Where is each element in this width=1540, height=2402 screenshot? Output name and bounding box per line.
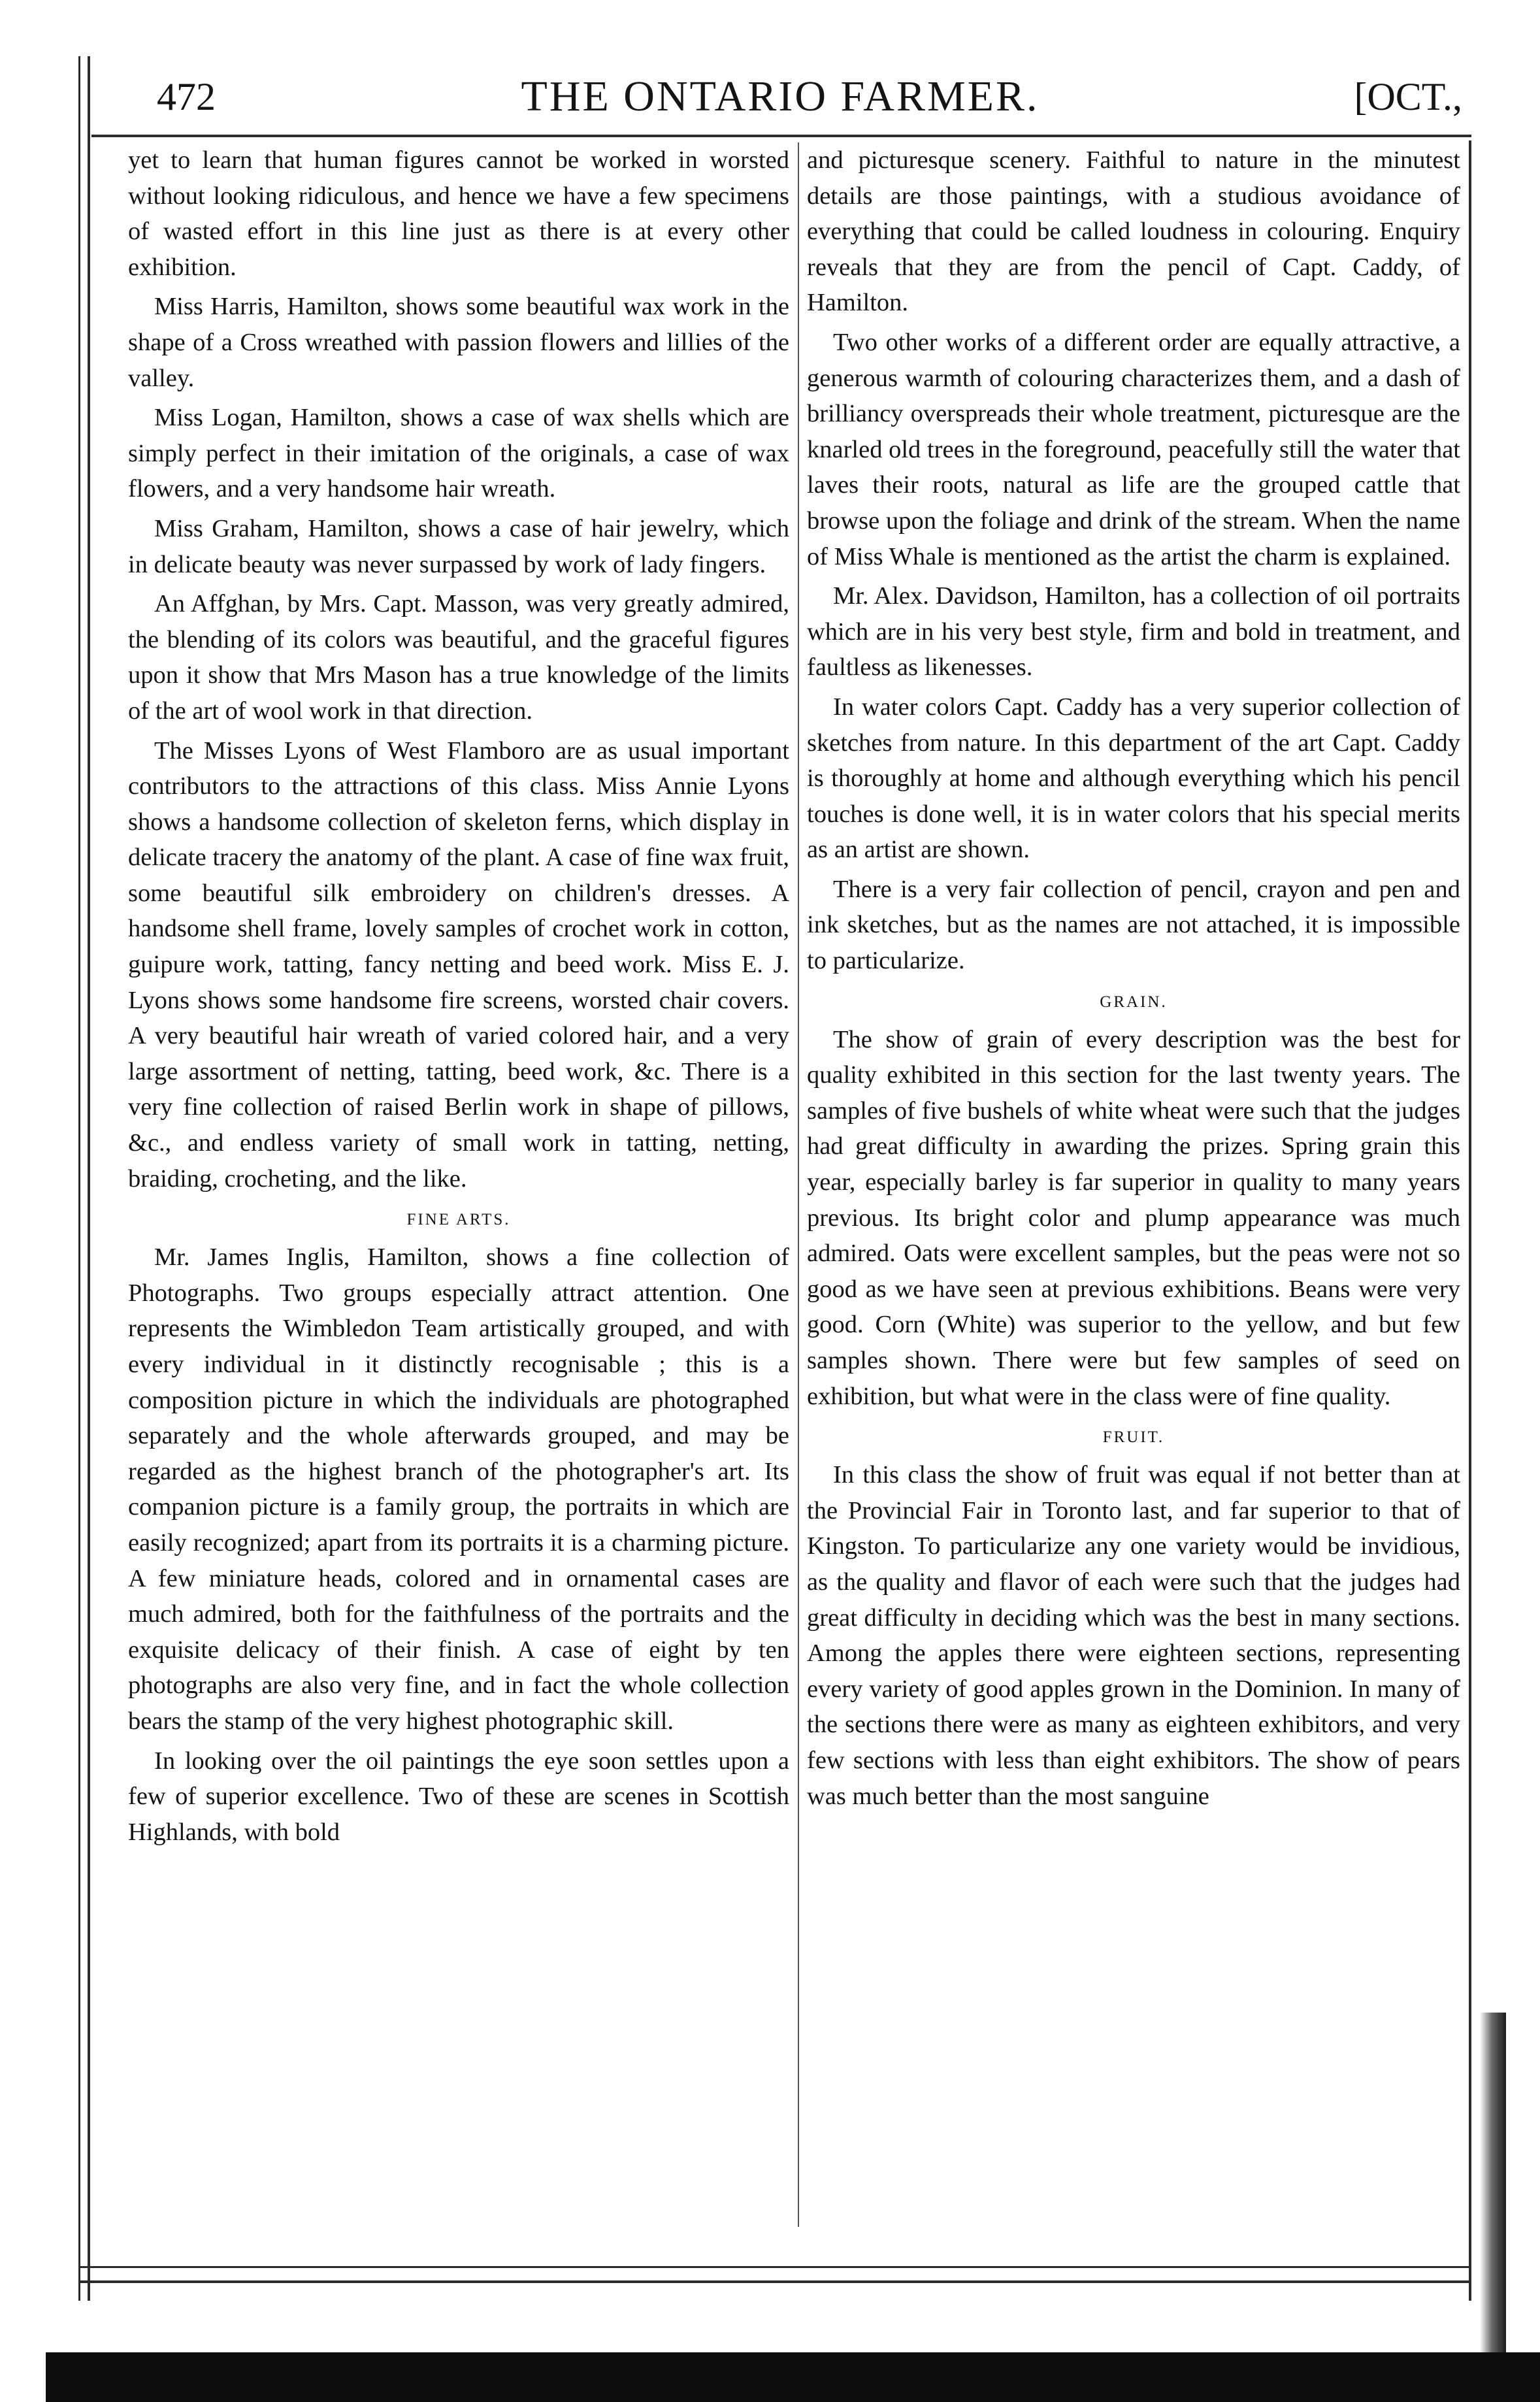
section-heading-grain: GRAIN.	[1100, 993, 1168, 1011]
paragraph-water-colors: In water colors Capt. Caddy has a very superior collection of sketches from nature. In this department of the art Capt. Caddy is thoroughly at home and although everything which his pencil touches is done well, it is in water colors that his special merits as an artist are shown.	[807, 693, 1460, 864]
paragraph-misses-lyons: The Misses Lyons of West Flamboro are as usual important contributors to the attractions of this class. Miss Annie Lyons shows a handsome collection of skeleton ferns, which display in delicate tracery the anatomy of the plant. A case of fine wax fruit, some beautiful silk embroidery on children's dresses. A handsome shell frame, lovely samples of crochet work in cotton, guipure work, tatting, fancy netting and beed work. Miss E. J. Lyons shows some handsome fire screens, worsted chair covers. A very beautiful hair wreath of varied colored hair, and a very large assortment of netting, tatting, beed work, &c. There is a very fine collection of raised Berlin work in shape of pillows, &c., and endless variety of small work in tatting, netting, braiding, crocheting, and the like.	[128, 736, 789, 1193]
issue-month: [OCT.,	[1354, 75, 1462, 118]
left-margin-rule-outer	[78, 56, 80, 2301]
paragraph-oil-paintings: In looking over the oil paintings the eye soon settles upon a few of superior excellence. Two of these are scenes in Scottish Highlands, with bold	[128, 1747, 789, 1846]
paragraph-miss-logan: Miss Logan, Hamilton, shows a case of wax shells which are simply perfect in their imitation of the originals, a case of wax flowers, and a very handsome hair wreath.	[128, 404, 789, 503]
bottom-rule-upper	[78, 2266, 1471, 2268]
paragraph-photographs: Mr. James Inglis, Hamilton, shows a fine collection of Photographs. Two groups especially attract attention. One represents the Wimbledon Team artistically grouped, and with every individual in it distinctly recognisable ; this is a composition picture in which the individuals are photographed separately and the whole afterwards grouped, and may be regarded as the highest branch of the photographer's art. Its companion picture is a family group, the portraits in which are easily recognized; apart from its portraits it is a charming picture. A few miniature heads, colored and in ornamental cases are much admired, both for the faithfulness of the portraits and the exquisite delicacy of their finish. A case of eight by ten photographs are also very fine, and in fact the whole collection bears the stamp of the very highest photographic skill.	[128, 1243, 789, 1735]
paragraph-sketches: There is a very fair collection of pencil, crayon and pen and ink sketches, but as the names are not attached, it is impossible to particularize.	[807, 875, 1460, 975]
paragraph-davidson: Mr. Alex. Davidson, Hamilton, has a collection of oil portraits which are in his very best style, firm and bold in treatment, and faultless as likenesses.	[807, 582, 1460, 682]
paragraph-worsted: yet to learn that human figures cannot be worked in worsted without looking ridiculous, and hence we have a few specimens of wasted effort in this line just as there is at every other exhibition.	[128, 146, 789, 281]
paragraph-fruit: In this class the show of fruit was equal if not better than at the Provincial Fair in Toronto last, and far superior to that of Kingston. To particularize any one variety would be invidious, as the quality and flavor of each were such that the judges had great difficulty in deciding which was the best in many sections. Among the apples there were eighteen sections, representing every variety of good apples grown in the Dominion. In many of the sections there were as many as eighteen exhibitors, and very few sections with less than eight exhibitors. The show of pears was much better than the most sanguine	[807, 1461, 1460, 1810]
paragraph-miss-harris: Miss Harris, Hamilton, shows some beautiful wax work in the shape of a Cross wreathed with passion flowers and lillies of the valley.	[128, 293, 789, 392]
paragraph-grain: The show of grain of every description was the best for quality exhibited in this section for the last twenty years. The samples of five bushels of white wheat were such that the judges had great difficulty in awarding the prizes. Spring grain this year, especially barley is far superior in quality to many years previous. Its bright color and plump appearance was much admired. Oats were excellent samples, but the peas were not so good as we have seen at previous exhibitions. Beans were very good. Corn (White) was superior to the yellow, and but few samples shown. There were but few samples of seed on exhibition, but what were in the class were of fine quality.	[807, 1025, 1460, 1410]
right-margin-rule	[1469, 140, 1471, 2301]
column-divider	[798, 142, 799, 2227]
binding-shadow	[1480, 2013, 1506, 2352]
paragraph-miss-whale: Two other works of a different order are equally attractive, a generous warmth of colouring characterizes them, and a dash of brilliancy overspreads their whole treatment, picturesque are the knarled old trees in the foreground, peacefully still the water that laves their roots, natural as life are the grouped cattle that browse upon the foliage and drink of the stream. When the name of Miss Whale is mentioned as the artist the charm is explained.	[807, 328, 1460, 570]
journal-title: THE ONTARIO FARMER.	[521, 73, 1040, 120]
page-header	[91, 65, 1469, 137]
left-margin-rule-inner	[88, 56, 90, 2301]
paragraph-affghan: An Affghan, by Mrs. Capt. Masson, was very greatly admired, the blending of its colors was beautiful, and the graceful figures upon it show that Mrs Mason has a true knowledge of the limits of the art of wool work in that direction.	[128, 590, 789, 725]
bottom-rule-lower	[78, 2280, 1471, 2283]
header-rule	[91, 135, 1471, 137]
paragraph-scenery: and picturesque scenery. Faithful to nature in the minutest details are those paintings, with a studious avoidance of everything that could be called loudness in colouring. Enquiry reveals that they are from the pencil of Capt. Caddy, of Hamilton.	[807, 146, 1460, 317]
section-heading-fruit: FRUIT.	[1102, 1428, 1165, 1447]
page-number: 472	[157, 75, 216, 118]
section-heading-fine-arts: FINE ARTS.	[406, 1211, 511, 1229]
right-column	[807, 142, 1460, 2227]
scan-bottom-band	[46, 2352, 1540, 2402]
left-column	[128, 142, 789, 2227]
paragraph-miss-graham: Miss Graham, Hamilton, shows a case of hair jewelry, which in delicate beauty was never surpassed by work of lady fingers.	[128, 514, 789, 578]
